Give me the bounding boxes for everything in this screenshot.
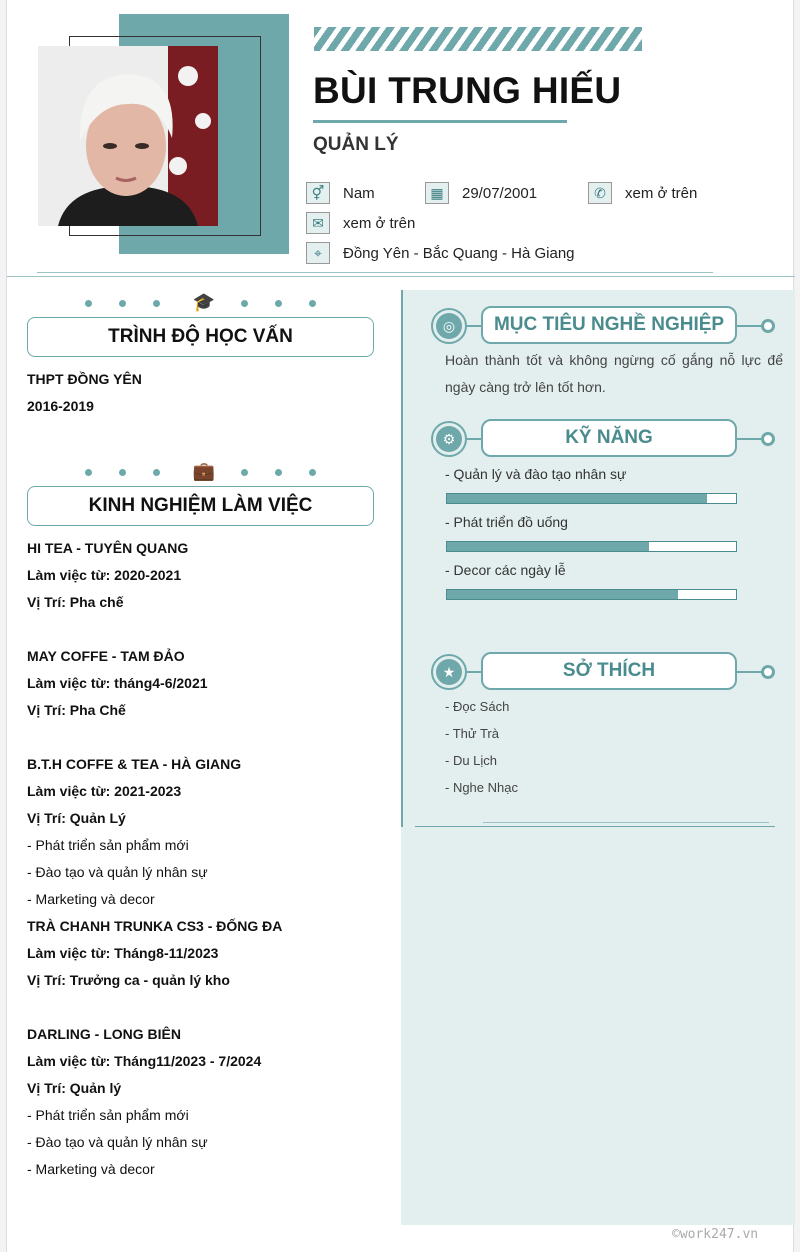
objective-header [431, 306, 781, 346]
gender-info [306, 182, 375, 204]
job-period: Làm việc từ: 2020-2021 [27, 567, 182, 583]
email-info [306, 212, 415, 234]
header-divider [7, 276, 795, 277]
address-info [306, 242, 575, 264]
job-period: Làm việc từ: Tháng11/2023 - 7/2024 [27, 1053, 262, 1069]
education-years: 2016-2019 [27, 398, 94, 414]
header-divider-inner [37, 272, 713, 273]
hobby-item: - Nghe Nhạc [445, 780, 518, 795]
objective-heading: MỤC TIÊU NGHỀ NGHIỆP [481, 306, 737, 344]
skill-bar [446, 589, 737, 600]
star-icon: ★ [436, 659, 462, 685]
job-company: B.T.H COFFE & TEA - HÀ GIANG [27, 756, 242, 772]
job-detail: - Phát triển sản phẩm mới [27, 1107, 189, 1123]
phone-info [588, 182, 697, 204]
candidate-name: BÙI TRUNG HIẾU [313, 70, 622, 111]
job-period: Làm việc từ: tháng4-6/2021 [27, 675, 208, 691]
email-value: xem ở trên [343, 214, 416, 232]
job-company: MAY COFFE - TAM ĐẢO [27, 648, 185, 664]
skill-label: - Decor các ngày lễ [445, 562, 566, 578]
job-company: TRÀ CHANH TRUNKA CS3 - ĐỐNG ĐA [27, 918, 283, 934]
hobbies-header [431, 652, 781, 692]
profile-photo [38, 46, 218, 226]
objective-text: Hoàn thành tốt và không ngừng cố gắng nỗ lực để ngày càng trở lên tốt hơn. [445, 352, 783, 395]
skill-bar [446, 541, 737, 552]
column-divider [401, 290, 403, 827]
gender-icon: ⚥ [306, 182, 330, 204]
skill-label: - Phát triển đồ uống [445, 514, 568, 530]
gear-icon: ⚙ [436, 426, 462, 452]
hobby-item: - Đọc Sách [445, 699, 510, 714]
job-period: Làm việc từ: 2021-2023 [27, 783, 182, 799]
job-detail: - Marketing và decor [27, 1161, 155, 1177]
job-position: Vị Trí: Quản Lý [27, 810, 126, 826]
experience-dots [85, 461, 329, 483]
job-detail: - Phát triển sản phẩm mới [27, 837, 189, 853]
job-position: Vị Trí: Pha Chế [27, 702, 126, 718]
hobby-item: - Thử Trà [445, 726, 499, 741]
job-detail: - Marketing và decor [27, 891, 155, 907]
phone-icon: ✆ [588, 182, 612, 204]
address-value: Đồng Yên - Bắc Quang - Hà Giang [343, 244, 575, 262]
right-bottom-divider [415, 826, 775, 827]
right-bottom-divider-inner [483, 822, 769, 823]
job-detail: - Đào tạo và quản lý nhân sự [27, 864, 208, 880]
birthday-info [425, 182, 537, 204]
skill-label: - Quản lý và đào tạo nhân sự [445, 466, 627, 482]
target-icon: ◎ [436, 313, 462, 339]
phone-value: xem ở trên [625, 184, 698, 202]
briefcase-icon: 💼 [192, 461, 216, 481]
experience-heading: KINH NGHIỆM LÀM VIỆC [27, 486, 374, 526]
graduation-cap-icon: 🎓 [192, 292, 216, 312]
skill-bar [446, 493, 737, 504]
profile-photo-image [38, 46, 218, 226]
skill-bar-fill [447, 542, 649, 551]
job-position: Vị Trí: Pha chế [27, 594, 124, 610]
education-school: THPT ĐỒNG YÊN [27, 371, 142, 387]
skills-heading: KỸ NĂNG [481, 419, 737, 457]
job-company: HI TEA - TUYÊN QUANG [27, 540, 189, 556]
job-title: QUẢN LÝ [313, 134, 399, 155]
job-detail: - Đào tạo và quản lý nhân sự [27, 1134, 208, 1150]
decorative-stripes [314, 27, 642, 51]
location-icon: ⌖ [306, 242, 330, 264]
watermark: ©work247.vn [672, 1227, 759, 1242]
hobbies-heading: SỞ THÍCH [481, 652, 737, 690]
job-position: Vị Trí: Trưởng ca - quản lý kho [27, 972, 230, 988]
job-company: DARLING - LONG BIÊN [27, 1026, 181, 1042]
education-heading: TRÌNH ĐỘ HỌC VẤN [27, 317, 374, 357]
name-underline [313, 120, 567, 123]
hobby-item: - Du Lịch [445, 753, 498, 768]
skill-bar-fill [447, 494, 707, 503]
mail-icon: ✉ [306, 212, 330, 234]
calendar-icon: ▦ [425, 182, 449, 204]
cv-page [6, 0, 794, 1252]
skills-header [431, 419, 781, 459]
gender-value: Nam [343, 184, 375, 202]
job-period: Làm việc từ: Tháng8-11/2023 [27, 945, 219, 961]
job-position: Vị Trí: Quản lý [27, 1080, 122, 1096]
skill-bar-fill [447, 590, 678, 599]
birthday-value: 29/07/2001 [462, 184, 538, 202]
education-dots [85, 292, 329, 314]
